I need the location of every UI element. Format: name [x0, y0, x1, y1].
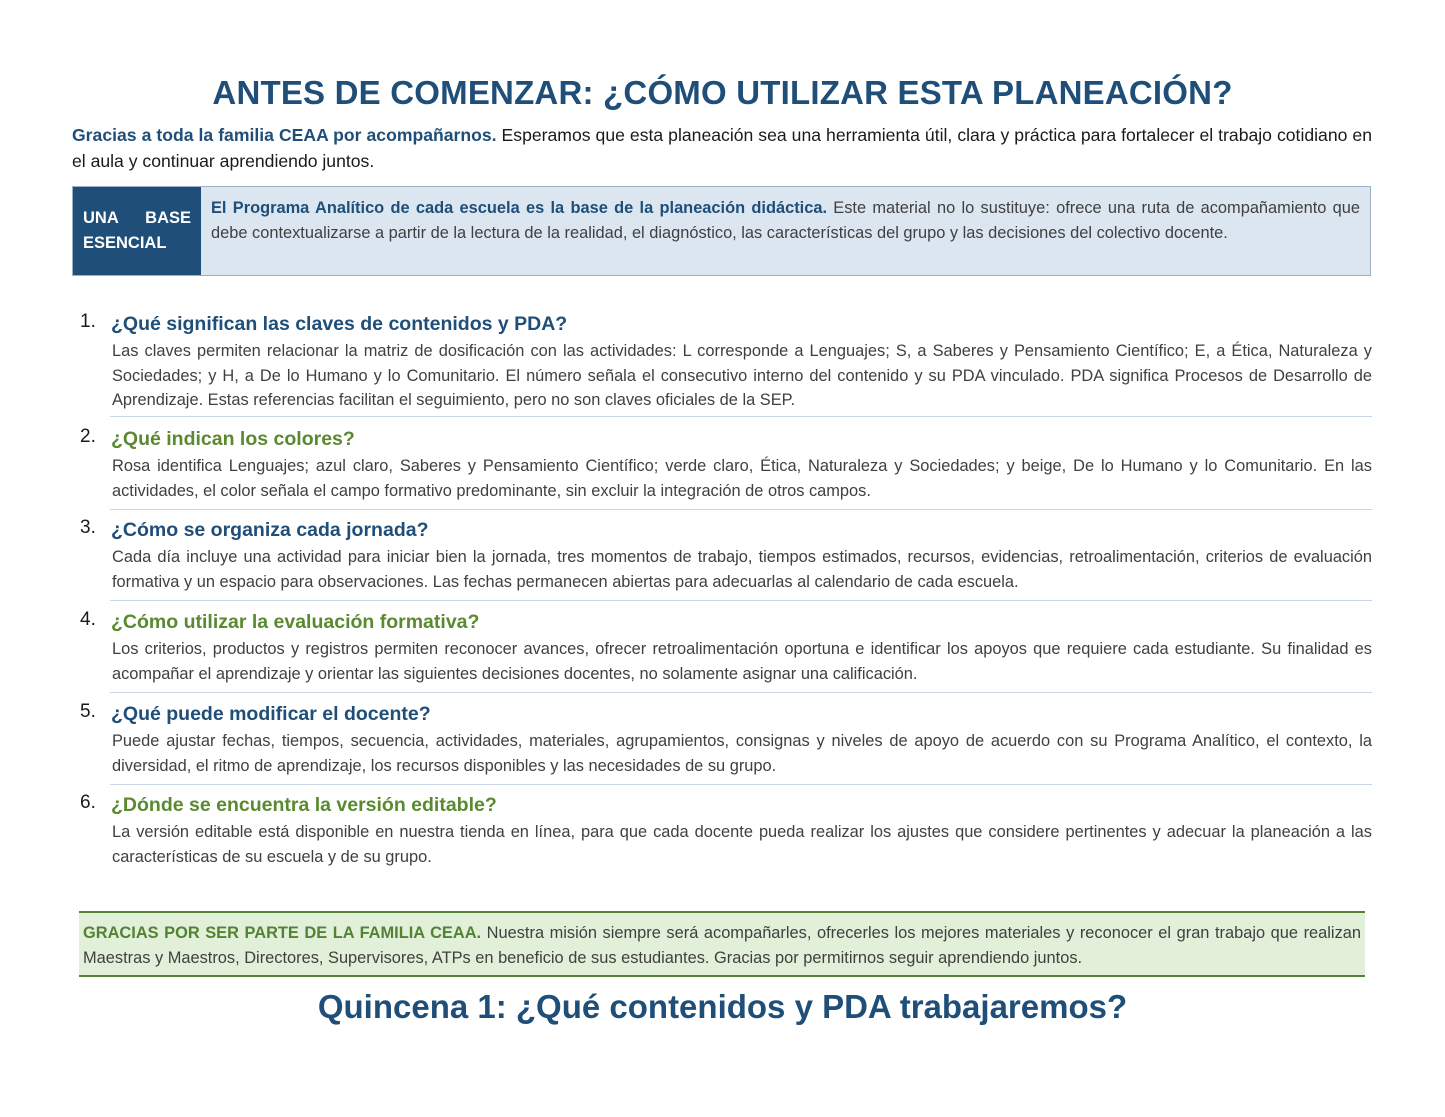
question-answer: Las claves permiten relacionar la matriz de dosificación con las actividades: L corresponde a Lenguajes; S, a Saberes y Pensamiento Científico; E, a Ética, Naturaleza y Sociedades; y H, a De lo Humano y lo Comunitario. El número señala el consecutivo interno del contenido y su PDA vinculado. PDA significa Procesos de Desarrollo de Aprendizaje. Estas referencias facilitan el seguimiento, pero no son claves oficiales de la SEP. — [112, 342, 1372, 409]
question-number: 2. — [80, 426, 96, 447]
divider — [110, 509, 1372, 510]
question-number: 3. — [80, 517, 96, 538]
section-title: Quincena 1: ¿Qué contenidos y PDA trabajaremos? — [317, 988, 1128, 1025]
question-title: ¿Dónde se encuentra la versión editable? — [111, 794, 497, 816]
question-number: 4. — [80, 609, 96, 630]
page-title: ANTES DE COMENZAR: ¿CÓMO UTILIZAR ESTA PLANEACIÓN? — [212, 74, 1233, 111]
divider — [110, 692, 1372, 693]
question-number: 1. — [80, 311, 96, 332]
question-item-1 — [80, 311, 1372, 413]
question-title: ¿Qué significan las claves de contenidos y PDA? — [111, 313, 568, 335]
question-title: ¿Qué puede modificar el docente? — [111, 703, 431, 725]
question-answer: Rosa identifica Lenguajes; azul claro, Saberes y Pensamiento Científico; verde claro, Ética, Naturaleza y Sociedades; y beige, De lo Humano y lo Comunitario. En las actividades, el color señala el campo formativo predominante, sin excluir la integración de otros campos. — [112, 457, 1372, 500]
question-number: 6. — [80, 792, 96, 813]
base-essential-label: UNA BASE ESENCIAL — [73, 187, 201, 275]
base-essential-text — [201, 187, 1370, 275]
divider — [110, 416, 1372, 417]
thanks-banner — [79, 911, 1365, 977]
question-title: ¿Qué indican los colores? — [111, 428, 355, 450]
question-item-6 — [80, 792, 1372, 869]
question-title: ¿Cómo se organiza cada jornada? — [111, 519, 429, 541]
base-body: Este material no lo sustituye: ofrece una ruta de acompañamiento que debe contextualizarse a partir de la lectura de la realidad, el diagnóstico, las características del grupo y las decisiones del colectivo docente. — [211, 199, 1360, 242]
question-item-4 — [80, 609, 1372, 686]
intro-paragraph — [72, 122, 1372, 174]
divider — [110, 784, 1372, 785]
base-essential-box — [72, 186, 1371, 276]
base-lead: El Programa Analítico de cada escuela es la base de la planeación didáctica. — [211, 199, 828, 217]
intro-lead: Gracias a toda la familia CEAA por acompañarnos. — [72, 125, 497, 145]
question-item-2 — [80, 426, 1372, 503]
question-answer: Cada día incluye una actividad para iniciar bien la jornada, tres momentos de trabajo, tiempos estimados, recursos, evidencias, retroalimentación, criterios de evaluación formativa y un espacio para observaciones. Las fechas permanecen abiertas para adecuarlas al calendario de cada escuela. — [112, 548, 1372, 591]
thanks-text: Nuestra misión siempre será acompañarles, ofrecerles los mejores materiales y reconocer el gran trabajo que realizan Maestras y Maestros, Directores, Supervisores, ATPs en beneficio de sus estudiantes. Gracias por permitirnos seguir aprendiendo juntos. — [83, 924, 1361, 967]
question-number: 5. — [80, 701, 96, 722]
question-answer: Puede ajustar fechas, tiempos, secuencia, actividades, materiales, agrupamientos, consignas y niveles de apoyo de acuerdo con su Programa Analítico, el contexto, la diversidad, el ritmo de aprendizaje, los recursos disponibles y las necesidades de su grupo. — [112, 732, 1372, 775]
thanks-lead: GRACIAS POR SER PARTE DE LA FAMILIA CEAA. — [83, 924, 482, 942]
divider — [110, 600, 1372, 601]
question-item-3 — [80, 517, 1372, 594]
question-answer: La versión editable está disponible en nuestra tienda en línea, para que cada docente pueda realizar los ajustes que considere pertinentes y adecuar la planeación a las características de su escuela y de su grupo. — [112, 823, 1372, 866]
question-item-5 — [80, 701, 1372, 778]
intro-text: Esperamos que esta planeación sea una herramienta útil, clara y práctica para fortalecer el trabajo cotidiano en el aula y continuar aprendiendo juntos. — [72, 125, 1372, 171]
question-answer: Los criterios, productos y registros permiten reconocer avances, ofrecer retroalimentación oportuna e identificar los apoyos que requiere cada estudiante. Su finalidad es acompañar el aprendizaje y orientar las siguientes decisiones docentes, no solamente asignar una calificación. — [112, 640, 1372, 683]
question-title: ¿Cómo utilizar la evaluación formativa? — [111, 611, 480, 633]
